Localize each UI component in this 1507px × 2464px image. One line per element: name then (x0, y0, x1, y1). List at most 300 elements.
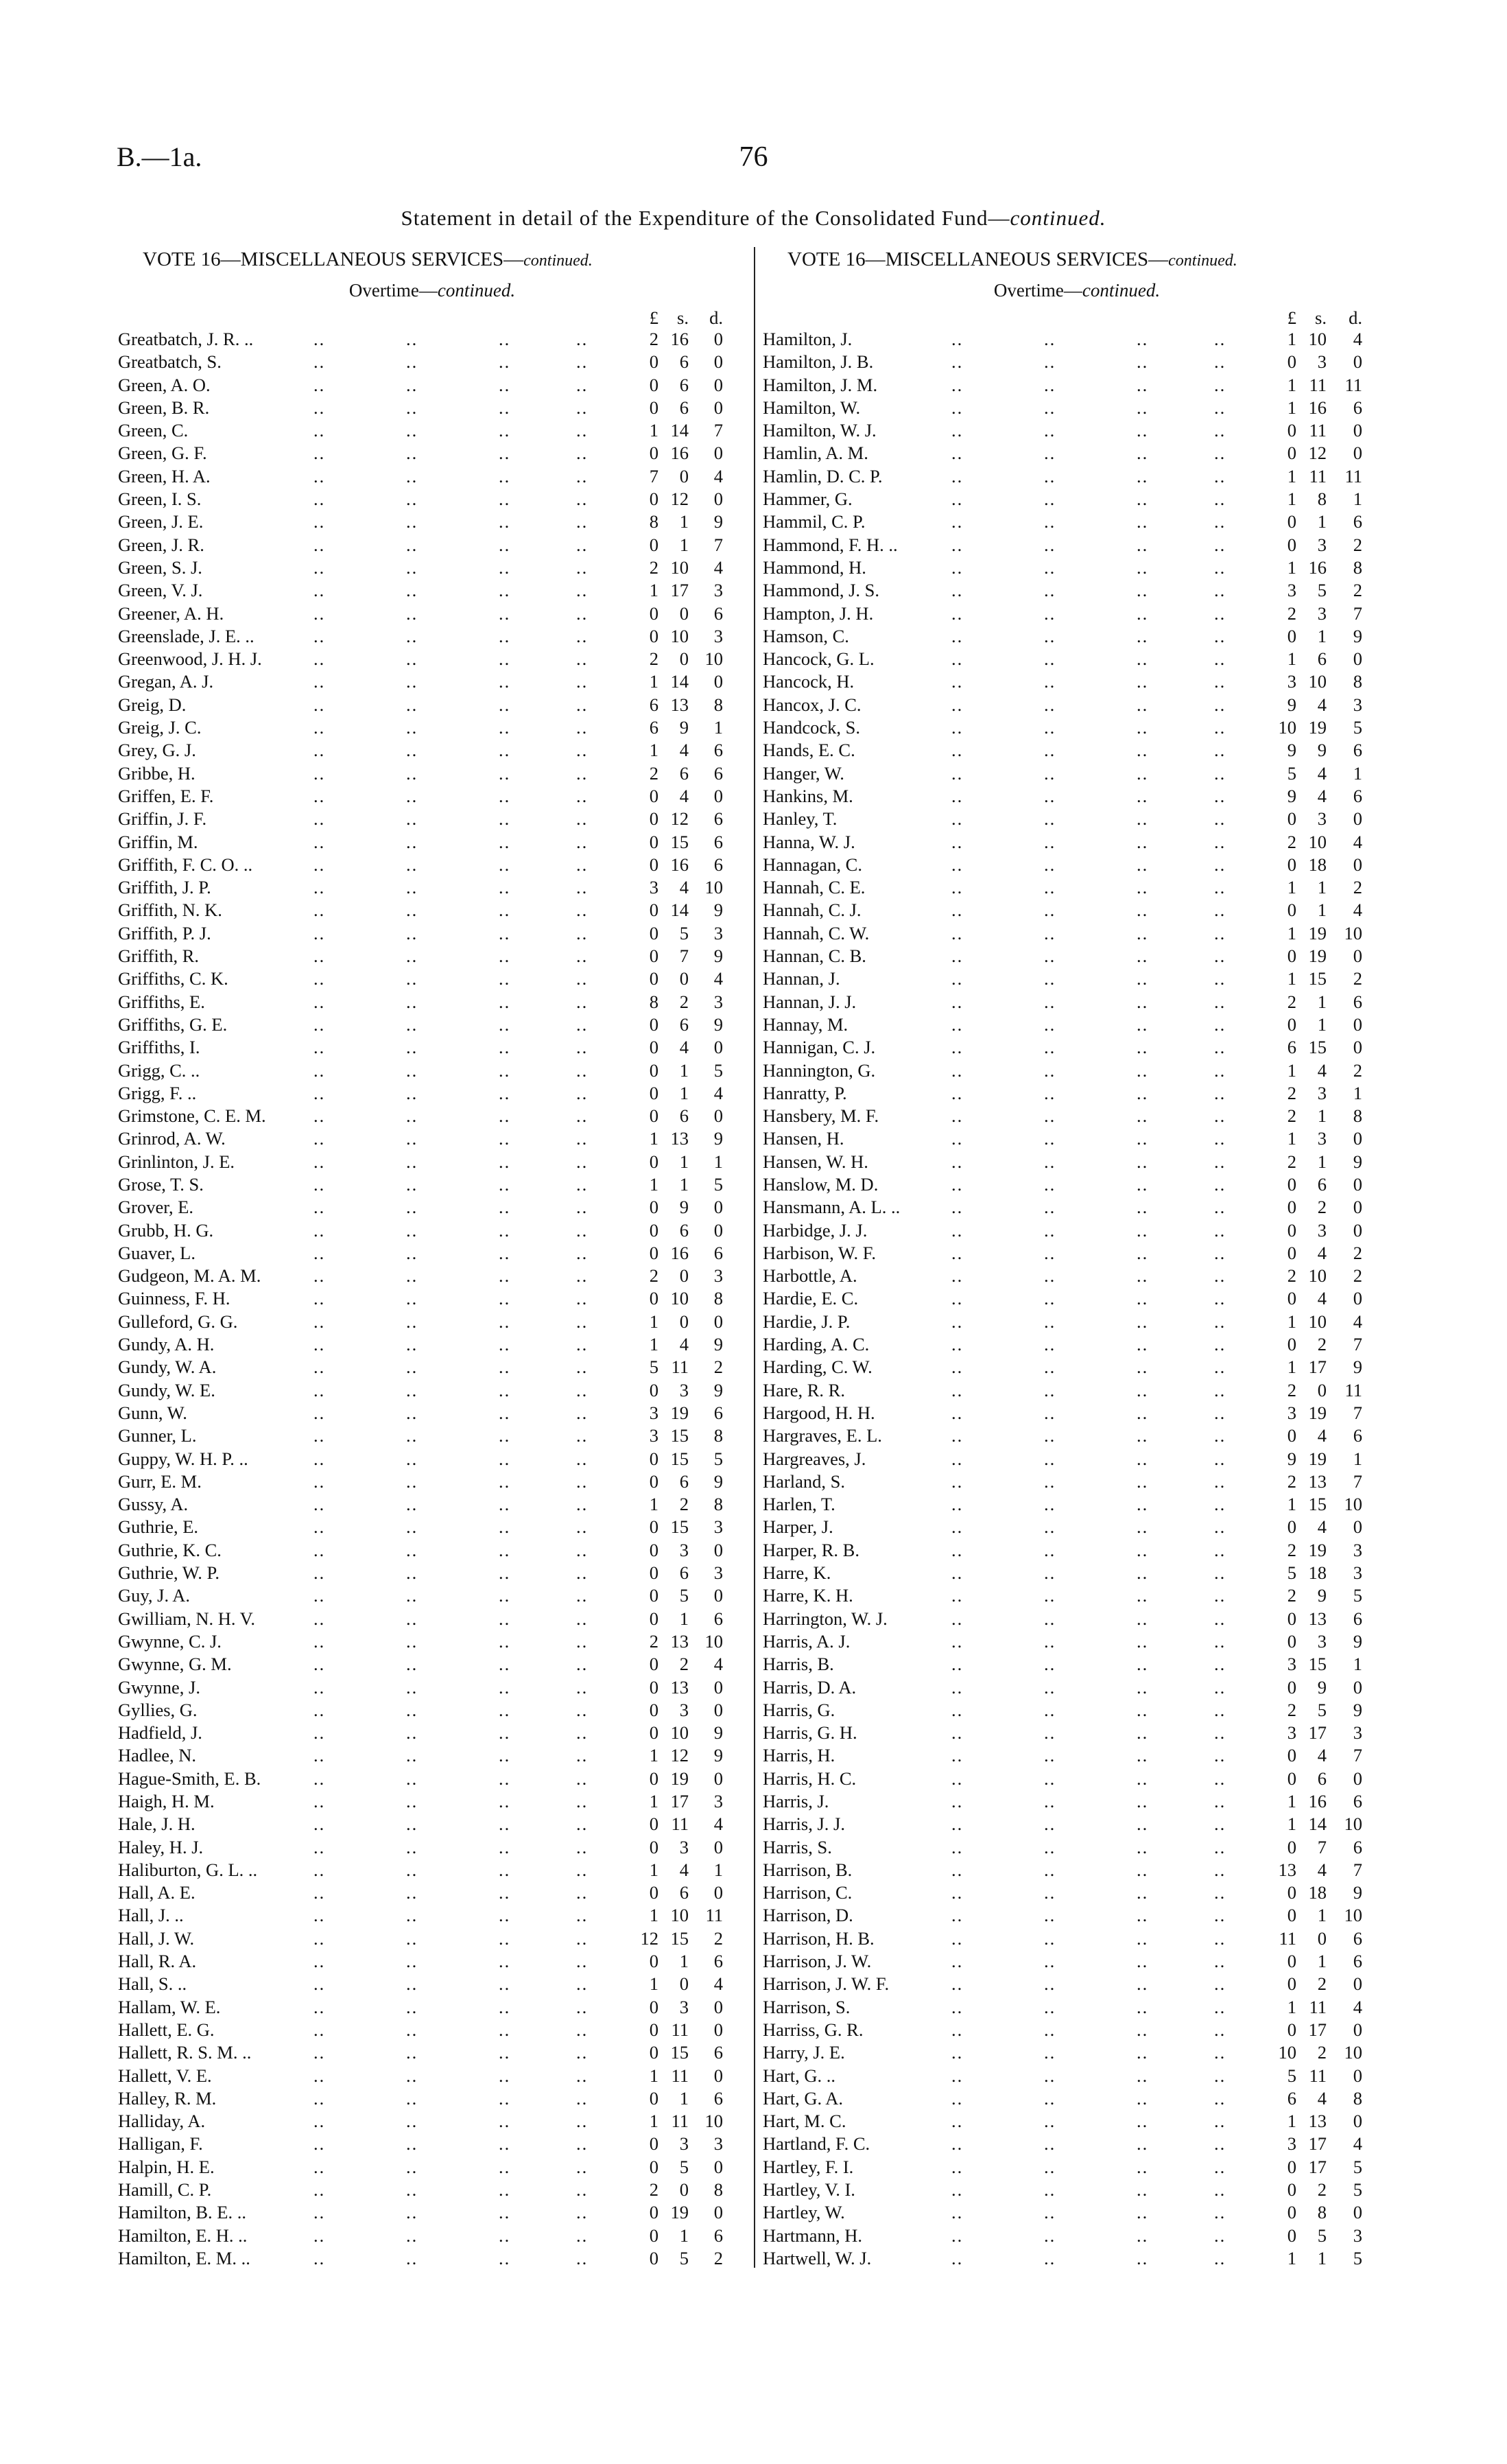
payee-name: Handcock, S. (763, 717, 861, 738)
shillings-value: 16 (670, 1242, 689, 1263)
pounds-value: 1 (649, 2111, 658, 2132)
dot-leader: .. (313, 1265, 326, 1287)
payee-name: Hamilton, J. B. (763, 351, 874, 373)
dot-leader: .. (576, 1973, 589, 1995)
expenditure-row (118, 1105, 746, 1127)
shillings-value: 11 (671, 1814, 689, 1835)
shillings-value: 6 (679, 397, 689, 418)
dot-leader: .. (1044, 489, 1056, 510)
dot-leader: .. (1044, 1516, 1056, 1538)
dot-leader: .. (951, 694, 964, 715)
dot-leader: .. (406, 1676, 418, 1698)
pounds-value: 1 (649, 1905, 658, 1926)
shillings-value: 16 (1308, 1791, 1327, 1811)
expenditure-row (118, 534, 746, 556)
pence-value: 0 (1353, 2202, 1362, 2223)
pence-value: 6 (713, 808, 723, 830)
dot-leader: .. (576, 1836, 589, 1857)
pence-value: 4 (713, 1814, 723, 1835)
shillings-value: 5 (679, 922, 689, 943)
shillings-value: 9 (679, 1197, 689, 1218)
pounds-value: 2 (649, 648, 658, 670)
pence-value: 0 (713, 351, 723, 373)
pence-value: 6 (1353, 1791, 1362, 1811)
dot-leader: .. (1044, 1311, 1056, 1332)
dot-leader: .. (406, 1128, 418, 1149)
dot-leader: .. (499, 511, 511, 532)
payee-name: Harrison, B. (763, 1859, 853, 1880)
shillings-value: 1 (679, 2087, 689, 2109)
dot-leader: .. (576, 1151, 589, 1172)
dot-leader: .. (1044, 1654, 1056, 1675)
dot-leader: .. (499, 580, 511, 601)
pence-value: 4 (713, 968, 723, 989)
dot-leader: .. (576, 1334, 589, 1355)
payee-name: Hamilton, W. (763, 397, 861, 418)
dot-leader: .. (499, 1585, 511, 1606)
pounds-value: 2 (1287, 1105, 1296, 1127)
dot-leader: .. (1044, 1288, 1056, 1309)
pounds-value: 10 (1278, 717, 1296, 738)
dot-leader: .. (1137, 1357, 1149, 1378)
dot-leader: .. (1137, 580, 1149, 601)
pounds-value: 1 (1287, 1311, 1296, 1332)
pounds-value: 0 (649, 1836, 658, 1857)
expenditure-row (118, 1242, 746, 1265)
pounds-value: 0 (649, 397, 658, 418)
dot-leader: .. (1044, 1151, 1056, 1172)
dot-leader: .. (576, 2133, 589, 2155)
dot-leader: .. (1044, 1722, 1056, 1744)
payee-name: Harbidge, J. J. (763, 1219, 868, 1241)
pence-value: 5 (1353, 2156, 1362, 2177)
pence-value: 6 (713, 1402, 723, 1423)
dot-leader: .. (1214, 1516, 1226, 1538)
dot-leader: .. (951, 1219, 964, 1241)
dot-leader: .. (576, 785, 589, 806)
pounds-value: 0 (1287, 1425, 1296, 1446)
dot-leader: .. (1044, 1037, 1056, 1058)
pence-value: 10 (704, 2111, 723, 2132)
payee-name: Haley, H. J. (118, 1836, 204, 1857)
dot-leader: .. (1214, 671, 1226, 692)
dot-leader: .. (576, 1562, 589, 1584)
expenditure-row (763, 1287, 1387, 1310)
dot-leader: .. (499, 946, 511, 967)
dot-leader: .. (406, 580, 418, 601)
expenditure-row (763, 1219, 1387, 1242)
payee-name: Gwynne, G. M. (118, 1654, 232, 1675)
expenditure-row (763, 716, 1387, 739)
pounds-value: 0 (1287, 2156, 1296, 2177)
expenditure-row (763, 625, 1387, 648)
payee-name: Hart, M. C. (763, 2111, 846, 2132)
right-vote-label: VOTE 16—MISCELLANEOUS SERVICES— (787, 248, 1169, 270)
dot-leader: .. (951, 2087, 964, 2109)
dot-leader: .. (1214, 1745, 1226, 1766)
dot-leader: .. (499, 968, 511, 989)
payee-name: Guppy, W. H. P. .. (118, 1448, 248, 1469)
pounds-value: 3 (649, 1425, 658, 1446)
pence-value: 7 (713, 420, 723, 441)
expenditure-row (763, 2065, 1387, 2087)
pounds-value: 2 (1287, 1539, 1296, 1560)
shillings-value: 5 (679, 2156, 689, 2177)
dot-leader: .. (1214, 1013, 1226, 1035)
dot-leader: .. (1137, 1882, 1149, 1903)
payee-name: Gundy, W. A. (118, 1357, 217, 1378)
dot-leader: .. (576, 1585, 589, 1606)
payee-name: Gurr, E. M. (118, 1470, 202, 1492)
shillings-value: 0 (1317, 1927, 1327, 1949)
shillings-value: 4 (1317, 785, 1327, 806)
shillings-value: 1 (1317, 625, 1327, 646)
shillings-value: 19 (670, 1402, 689, 1423)
payee-name: Gwilliam, N. H. V. (118, 1608, 255, 1629)
shillings-value: 3 (1317, 351, 1327, 373)
payee-name: Hansen, W. H. (763, 1151, 868, 1172)
dot-leader: .. (1044, 534, 1056, 555)
dot-leader: .. (1214, 2202, 1226, 2223)
pounds-value: 0 (1287, 1197, 1296, 1218)
dot-leader: .. (499, 420, 511, 441)
dot-leader: .. (1137, 1494, 1149, 1515)
shillings-value: 9 (1317, 740, 1327, 761)
expenditure-row (763, 579, 1387, 602)
dot-leader: .. (1214, 397, 1226, 418)
dot-leader: .. (499, 808, 511, 830)
shillings-value: 6 (1317, 648, 1327, 670)
dot-leader: .. (406, 2202, 418, 2223)
pounds-value: 3 (1287, 1722, 1296, 1744)
pence-value: 1 (713, 1151, 723, 1172)
pence-value: 0 (713, 2019, 723, 2040)
dot-leader: .. (1137, 2065, 1149, 2086)
pence-value: 4 (1353, 329, 1362, 349)
pounds-value: 0 (649, 1768, 658, 1789)
expenditure-row (118, 602, 746, 625)
pence-value: 2 (1353, 877, 1362, 898)
expenditure-row (763, 831, 1387, 854)
dot-leader: .. (576, 854, 589, 875)
dot-leader: .. (1044, 785, 1056, 806)
pence-value: 7 (1353, 1859, 1362, 1880)
pence-value: 6 (1353, 397, 1362, 418)
dot-leader: .. (313, 762, 326, 784)
dot-leader: .. (1137, 991, 1149, 1012)
pence-value: 3 (713, 1516, 723, 1538)
dot-leader: .. (951, 420, 964, 441)
dot-leader: .. (951, 1265, 964, 1287)
dot-leader: .. (576, 740, 589, 761)
dot-leader: .. (1044, 625, 1056, 646)
pence-value: 0 (713, 1699, 723, 1720)
pounds-value: 5 (649, 1357, 658, 1378)
dot-leader: .. (1137, 1927, 1149, 1949)
dot-leader: .. (1044, 991, 1056, 1012)
pounds-value: 2 (1287, 1699, 1296, 1720)
shillings-value: 19 (1308, 946, 1327, 967)
dot-leader: .. (576, 2042, 589, 2063)
dot-leader: .. (1214, 420, 1226, 441)
pounds-value: 0 (649, 1996, 658, 2017)
dot-leader: .. (951, 1859, 964, 1880)
dot-leader: .. (576, 1288, 589, 1309)
pence-value: 10 (1344, 1494, 1362, 1515)
payee-name: Harre, K. H. (763, 1585, 853, 1606)
payee-name: Guaver, L. (118, 1242, 195, 1263)
pence-value: 3 (713, 1562, 723, 1584)
dot-leader: .. (951, 1425, 964, 1446)
pence-value: 9 (713, 1334, 723, 1355)
payee-name: Harrison, D. (763, 1905, 853, 1926)
dot-leader: .. (576, 1859, 589, 1880)
dot-leader: .. (576, 1311, 589, 1332)
shillings-value: 0 (679, 1973, 689, 1995)
pence-value: 6 (713, 854, 723, 875)
pounds-value: 0 (1287, 2019, 1296, 2040)
payee-name: Hartley, W. (763, 2202, 845, 2223)
dot-leader: .. (313, 785, 326, 806)
dot-leader: .. (406, 1516, 418, 1538)
pence-value: 0 (1353, 1219, 1362, 1241)
pence-value: 3 (713, 1265, 723, 1287)
pence-value: 9 (1353, 1882, 1362, 1903)
dot-leader: .. (951, 1082, 964, 1103)
dot-leader: .. (951, 671, 964, 692)
pounds-value: 1 (649, 1859, 658, 1880)
shillings-value: 2 (1317, 1973, 1327, 1995)
payee-name: Grinlinton, J. E. (118, 1151, 235, 1172)
shillings-value: 13 (670, 1676, 689, 1698)
expenditure-row (763, 1013, 1387, 1036)
dot-leader: .. (406, 831, 418, 852)
shillings-value: 11 (1309, 2065, 1327, 2086)
dot-leader: .. (406, 1105, 418, 1127)
payee-name: Hartwell, W. J. (763, 2247, 872, 2268)
dot-leader: .. (313, 2019, 326, 2040)
dot-leader: .. (313, 648, 326, 670)
pounds-value: 1 (1287, 877, 1296, 898)
right-vote-continued: continued. (1168, 252, 1237, 270)
dot-leader: .. (1137, 465, 1149, 486)
dot-leader: .. (313, 602, 326, 624)
dot-leader: .. (951, 1905, 964, 1926)
payee-name: Harry, J. E. (763, 2042, 845, 2063)
expenditure-row (118, 1836, 746, 1859)
pounds-value: 0 (649, 1105, 658, 1127)
dot-leader: .. (1044, 1905, 1056, 1926)
pounds-value: 0 (1287, 1745, 1296, 1766)
dot-leader: .. (313, 489, 326, 510)
pence-value: 9 (1353, 1630, 1362, 1652)
pence-value: 9 (713, 1013, 723, 1035)
pounds-value: 0 (1287, 1334, 1296, 1355)
pounds-value: 0 (649, 946, 658, 967)
dot-leader: .. (1044, 1425, 1056, 1446)
dot-leader: .. (313, 1151, 326, 1172)
dot-leader: .. (1137, 1836, 1149, 1857)
dot-leader: .. (313, 374, 326, 395)
pounds-header: £ (649, 307, 658, 328)
shillings-value: 19 (1308, 922, 1327, 943)
pounds-value: 9 (1287, 1448, 1296, 1469)
dot-leader: .. (576, 534, 589, 555)
dot-leader: .. (499, 1516, 511, 1538)
pence-value: 0 (713, 1539, 723, 1560)
shillings-header: s. (677, 307, 689, 328)
dot-leader: .. (1137, 1905, 1149, 1926)
pence-value: 9 (713, 946, 723, 967)
payee-name: Griffith, N. K. (118, 900, 222, 921)
pence-value: 0 (1353, 1197, 1362, 1218)
pence-value: 8 (713, 694, 723, 715)
shillings-value: 3 (1317, 534, 1327, 555)
pence-value: 0 (1353, 808, 1362, 830)
shillings-value: 10 (670, 1905, 689, 1926)
payee-name: Gudgeon, M. A. M. (118, 1265, 261, 1287)
dot-leader: .. (1214, 2019, 1226, 2040)
expenditure-row (118, 1470, 746, 1493)
dot-leader: .. (1137, 1037, 1149, 1058)
dot-leader: .. (1137, 351, 1149, 373)
payee-name: Hanratty, P. (763, 1082, 847, 1103)
pounds-value: 1 (1287, 489, 1296, 510)
payee-name: Hall, J. W. (118, 1927, 195, 1949)
pence-value: 5 (713, 1448, 723, 1469)
shillings-value: 10 (1308, 831, 1327, 852)
pounds-value: 0 (1287, 1676, 1296, 1698)
pounds-value: 1 (649, 1745, 658, 1766)
pence-value: 2 (1353, 1265, 1362, 1287)
dot-leader: .. (313, 1128, 326, 1149)
dot-leader: .. (576, 1173, 589, 1195)
dot-leader: .. (1214, 2133, 1226, 2155)
pounds-value: 0 (649, 785, 658, 806)
dot-leader: .. (406, 671, 418, 692)
shillings-value: 14 (670, 671, 689, 692)
dot-leader: .. (1137, 556, 1149, 578)
payee-name: Harris, D. A. (763, 1676, 857, 1698)
dot-leader: .. (1137, 2133, 1149, 2155)
shillings-value: 3 (1317, 1219, 1327, 1241)
shillings-value: 4 (1317, 1242, 1327, 1263)
dot-leader: .. (499, 443, 511, 464)
dot-leader: .. (499, 1242, 511, 1263)
dot-leader: .. (576, 717, 589, 738)
pence-value: 4 (713, 465, 723, 486)
shillings-value: 16 (670, 329, 689, 349)
dot-leader: .. (406, 1357, 418, 1378)
pence-value: 0 (1353, 1973, 1362, 1995)
pence-value: 6 (1353, 1425, 1362, 1446)
dot-leader: .. (1137, 1470, 1149, 1492)
payee-name: Harrison, J. W. (763, 1951, 872, 1972)
dot-leader: .. (1137, 1082, 1149, 1103)
dot-leader: .. (576, 374, 589, 395)
dot-leader: .. (951, 968, 964, 989)
payee-name: Hannington, G. (763, 1059, 876, 1081)
pounds-value: 1 (649, 1311, 658, 1332)
shillings-value: 3 (679, 1539, 689, 1560)
dot-leader: .. (951, 1105, 964, 1127)
pence-value: 1 (1353, 489, 1362, 510)
expenditure-row (118, 1082, 746, 1105)
dot-leader: .. (1137, 1996, 1149, 2017)
dot-leader: .. (576, 511, 589, 532)
dot-leader: .. (951, 1173, 964, 1195)
dot-leader: .. (1214, 1357, 1226, 1378)
pounds-value: 2 (1287, 1151, 1296, 1172)
dot-leader: .. (313, 946, 326, 967)
pounds-value: 1 (1287, 2111, 1296, 2132)
shillings-value: 14 (1308, 1814, 1327, 1835)
dot-leader: .. (313, 351, 326, 373)
pence-value: 3 (1353, 1562, 1362, 1584)
dot-leader: .. (499, 489, 511, 510)
expenditure-row (763, 1356, 1387, 1378)
dot-leader: .. (313, 1105, 326, 1127)
dot-leader: .. (499, 1197, 511, 1218)
payee-name: Hartley, F. I. (763, 2156, 854, 2177)
dot-leader: .. (1044, 1357, 1056, 1378)
dot-leader: .. (1137, 694, 1149, 715)
shillings-value: 17 (1308, 1722, 1327, 1744)
expenditure-row (763, 694, 1387, 716)
dot-leader: .. (1214, 1859, 1226, 1880)
dot-leader: .. (499, 1037, 511, 1058)
shillings-value: 10 (670, 1722, 689, 1744)
pence-value: 0 (713, 443, 723, 464)
shillings-value: 19 (1308, 1448, 1327, 1469)
shillings-value: 15 (1308, 968, 1327, 989)
dot-leader: .. (499, 2247, 511, 2268)
shillings-value: 13 (670, 1630, 689, 1652)
pence-value: 0 (1353, 351, 1362, 373)
pence-value: 3 (1353, 1722, 1362, 1744)
pence-value: 9 (1353, 1699, 1362, 1720)
expenditure-row (763, 2247, 1387, 2270)
dot-leader: .. (406, 2179, 418, 2201)
dot-leader: .. (1214, 1654, 1226, 1675)
dot-leader: .. (313, 1470, 326, 1492)
dot-leader: .. (1137, 717, 1149, 738)
expenditure-row (763, 1059, 1387, 1082)
shillings-value: 6 (679, 1470, 689, 1492)
pounds-value: 0 (649, 1037, 658, 1058)
pounds-value: 0 (1287, 420, 1296, 441)
payee-name: Green, V. J. (118, 580, 203, 601)
dot-leader: .. (1214, 1219, 1226, 1241)
payee-name: Hanley, T. (763, 808, 838, 830)
dot-leader: .. (1137, 1654, 1149, 1675)
pence-value: 5 (713, 1173, 723, 1195)
left-section-heading (117, 280, 748, 301)
dot-leader: .. (1044, 946, 1056, 967)
shillings-value: 14 (670, 420, 689, 441)
dot-leader: .. (1137, 1814, 1149, 1835)
shillings-value: 6 (1317, 1768, 1327, 1789)
pounds-header: £ (1287, 307, 1296, 328)
dot-leader: .. (951, 625, 964, 646)
dot-leader: .. (1137, 1539, 1149, 1560)
dot-leader: .. (576, 1059, 589, 1081)
pounds-value: 1 (649, 1173, 658, 1195)
dot-leader: .. (951, 877, 964, 898)
pounds-value: 1 (649, 2065, 658, 2086)
dot-leader: .. (313, 1311, 326, 1332)
left-section-continued: continued. (437, 280, 516, 301)
